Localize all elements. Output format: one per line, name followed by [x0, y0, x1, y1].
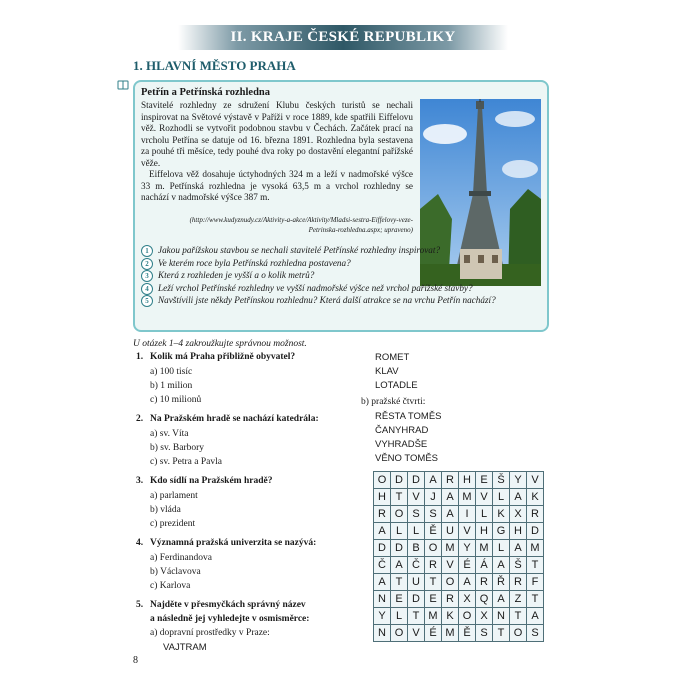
- grid-cell[interactable]: G: [493, 523, 510, 540]
- question-number: 3: [141, 270, 153, 282]
- question-text: Ve kterém roce byla Petřínská rozhledna postavena?: [158, 257, 351, 268]
- page-number: 8: [133, 655, 138, 666]
- exercise-option[interactable]: b) sv. Barbory: [150, 443, 204, 453]
- grid-cell[interactable]: T: [527, 591, 544, 608]
- question-text: Jakou pařížskou stavbou se nechali stavitelé Petřínské rozhledny inspirovat?: [158, 245, 441, 255]
- grid-cell[interactable]: A: [442, 506, 459, 523]
- grid-cell[interactable]: R: [510, 574, 527, 591]
- grid-cell[interactable]: R: [527, 506, 544, 523]
- grid-cell[interactable]: S: [425, 506, 442, 523]
- question-text: Která z rozhleden je vyšší a o kolik metrů?: [158, 270, 315, 280]
- grid-cell[interactable]: O: [510, 625, 527, 642]
- grid-cell[interactable]: R: [442, 591, 459, 608]
- grid-row: [374, 574, 544, 591]
- question-text: Leží vrchol Petřínské rozhledny ve vyšší nadmořské výšce než vrchol pařížské stavby?: [158, 282, 473, 293]
- exercise-number: 3.: [136, 476, 144, 486]
- grid-cell[interactable]: Š: [510, 557, 527, 574]
- grid-row: [374, 591, 544, 608]
- exercise-number: 4.: [136, 538, 144, 548]
- grid-cell[interactable]: I: [459, 506, 476, 523]
- grid-cell[interactable]: A: [425, 472, 442, 489]
- grid-cell[interactable]: X: [510, 506, 527, 523]
- exercise-number: 5.: [136, 600, 144, 610]
- exercise-option[interactable]: c) prezident: [150, 519, 196, 529]
- exercise-text: Kdo sídlí na Pražském hradě?: [150, 476, 273, 486]
- grid-cell[interactable]: R: [442, 472, 459, 489]
- exercise-2-question: [136, 414, 319, 424]
- grid-cell[interactable]: R: [374, 506, 391, 523]
- grid-cell[interactable]: L: [391, 523, 408, 540]
- exercise-1-question: [136, 352, 295, 362]
- grid-cell[interactable]: N: [374, 625, 391, 642]
- info-box-text: [141, 100, 413, 204]
- grid-cell[interactable]: O: [391, 506, 408, 523]
- exercise-option[interactable]: a) sv. Víta: [150, 429, 189, 439]
- grid-cell[interactable]: L: [391, 608, 408, 625]
- grid-row: [374, 557, 544, 574]
- chapter-title: II. KRAJE ČESKÉ REPUBLIKY: [230, 29, 456, 45]
- exercise-option[interactable]: a) parlament: [150, 491, 198, 501]
- exercise-5b-label: b) pražské čtvrti:: [361, 397, 426, 407]
- word-search-grid: [373, 471, 544, 642]
- exercise-option[interactable]: b) 1 milion: [150, 381, 193, 391]
- grid-row: [374, 540, 544, 557]
- anagram-word: VAJTRAM: [163, 642, 207, 653]
- exercise-instruction: U otázek 1–4 zakroužkujte správnou možnost.: [133, 339, 307, 349]
- exercise-option[interactable]: c) sv. Petra a Pavla: [150, 457, 222, 467]
- anagram-word: ČANYHRAD: [375, 425, 429, 436]
- grid-cell[interactable]: X: [476, 608, 493, 625]
- grid-cell[interactable]: D: [408, 472, 425, 489]
- info-paragraph-1: Stavitelé rozhledny ze sdružení Klubu českých turistů se nechali inspirovat na Světové výstavě v Paříži v roce 1889, kde spatřili Eiffelovu věž. Rozhodli se vytvořit podobnou stavbu v Čechách. Začátek prací na vrcholu Petřína se datuje od 16. března 1891. Rozhledna byla sestavena za pouhé tři měsíce, tedy pouhé dva roky po dostavění elegantní pařížské věže.: [141, 100, 413, 168]
- exercise-5-question-line2: a následně jej vyhledejte v osmisměrce:: [150, 614, 310, 624]
- section-title: 1. HLAVNÍ MĚSTO PRAHA: [133, 58, 296, 73]
- grid-row: [374, 489, 544, 506]
- grid-cell[interactable]: A: [493, 591, 510, 608]
- grid-cell[interactable]: D: [374, 540, 391, 557]
- book-icon: [117, 80, 129, 90]
- grid-cell[interactable]: H: [459, 472, 476, 489]
- grid-cell[interactable]: E: [476, 472, 493, 489]
- exercise-option[interactable]: c) Karlova: [150, 581, 191, 591]
- exercise-5-question: [136, 600, 306, 610]
- exercise-3-question: [136, 476, 272, 486]
- grid-cell[interactable]: K: [442, 608, 459, 625]
- grid-cell[interactable]: Ě: [425, 523, 442, 540]
- source-citation: [141, 215, 413, 235]
- grid-cell[interactable]: O: [459, 608, 476, 625]
- grid-cell[interactable]: D: [391, 540, 408, 557]
- question-number: 1: [141, 245, 153, 257]
- grid-cell[interactable]: K: [493, 506, 510, 523]
- exercise-text: Kolik má Praha přibližně obyvatel?: [150, 352, 296, 362]
- exercise-text: Významná pražská univerzita se nazývá:: [150, 538, 317, 548]
- grid-cell[interactable]: L: [493, 489, 510, 506]
- grid-row: [374, 523, 544, 540]
- question-text: Navštívili jste někdy Petřínskou rozhlednu? Která další atrakce se na vrchu Petřín nachází?: [158, 295, 496, 305]
- grid-cell[interactable]: E: [391, 591, 408, 608]
- question-number: 5: [141, 295, 153, 307]
- grid-cell[interactable]: A: [391, 557, 408, 574]
- exercise-option[interactable]: c) 10 milionů: [150, 395, 202, 405]
- grid-cell[interactable]: A: [459, 574, 476, 591]
- exercise-number: 1.: [136, 352, 144, 362]
- source-line-1: (http://www.kudyznudy.cz/Aktivity-a-akce/Aktivity/Mladsi-sestra-Eiffelovy-veze-: [189, 216, 413, 224]
- grid-cell[interactable]: F: [527, 574, 544, 591]
- grid-cell[interactable]: Č: [408, 557, 425, 574]
- grid-cell[interactable]: M: [476, 540, 493, 557]
- grid-cell[interactable]: U: [442, 523, 459, 540]
- grid-cell[interactable]: A: [493, 557, 510, 574]
- anagram-word: ROMET: [375, 352, 410, 363]
- grid-cell[interactable]: Y: [510, 472, 527, 489]
- grid-cell[interactable]: M: [425, 608, 442, 625]
- grid-cell[interactable]: É: [459, 557, 476, 574]
- grid-cell[interactable]: D: [408, 591, 425, 608]
- exercise-option[interactable]: b) vláda: [150, 505, 181, 515]
- grid-cell[interactable]: M: [459, 489, 476, 506]
- grid-cell[interactable]: U: [408, 574, 425, 591]
- grid-row: [374, 608, 544, 625]
- grid-cell[interactable]: K: [527, 489, 544, 506]
- grid-cell[interactable]: V: [527, 472, 544, 489]
- grid-cell[interactable]: V: [459, 523, 476, 540]
- exercise-text: Na Pražském hradě se nachází katedrála:: [150, 414, 319, 424]
- grid-cell[interactable]: O: [374, 472, 391, 489]
- info-paragraph-2: Eiffelova věž dosahuje úctyhodných 324 m a leží v nadmořské výšce 33 m. Petřínská rozhledna je vysoká 63,5 m a vrchol rozhledny se nachází v nadmořské výšce 387 m.: [141, 169, 413, 202]
- grid-cell[interactable]: T: [425, 574, 442, 591]
- grid-cell[interactable]: Y: [374, 608, 391, 625]
- exercise-option[interactable]: a) 100 tisíc: [150, 367, 193, 377]
- grid-cell[interactable]: A: [374, 574, 391, 591]
- grid-cell[interactable]: L: [493, 540, 510, 557]
- grid-cell[interactable]: E: [425, 591, 442, 608]
- grid-cell[interactable]: L: [408, 523, 425, 540]
- grid-cell[interactable]: V: [408, 625, 425, 642]
- anagram-word: LOTADLE: [375, 380, 418, 391]
- question-item: [141, 295, 536, 307]
- grid-cell[interactable]: T: [391, 489, 408, 506]
- grid-cell[interactable]: T: [510, 608, 527, 625]
- grid-cell[interactable]: A: [527, 608, 544, 625]
- grid-cell[interactable]: V: [442, 557, 459, 574]
- source-line-2: Petrinska-rozhledna.aspx; upraveno): [308, 226, 413, 234]
- grid-cell[interactable]: Y: [459, 540, 476, 557]
- exercise-option[interactable]: b) Václavova: [150, 567, 201, 577]
- grid-cell[interactable]: J: [425, 489, 442, 506]
- grid-cell[interactable]: S: [476, 625, 493, 642]
- grid-cell[interactable]: A: [442, 489, 459, 506]
- grid-cell[interactable]: A: [510, 540, 527, 557]
- grid-cell[interactable]: X: [459, 591, 476, 608]
- question-item: [141, 283, 536, 295]
- grid-cell[interactable]: S: [408, 506, 425, 523]
- anagram-word: VĚNO TOMĚS: [375, 453, 438, 464]
- anagram-word: VYHRADŠE: [375, 439, 428, 450]
- grid-cell[interactable]: A: [374, 523, 391, 540]
- grid-cell[interactable]: É: [425, 625, 442, 642]
- grid-cell[interactable]: Š: [493, 472, 510, 489]
- grid-cell[interactable]: O: [425, 540, 442, 557]
- exercise-option[interactable]: a) Ferdinandova: [150, 553, 212, 563]
- question-item: [141, 270, 536, 282]
- grid-cell[interactable]: Ř: [493, 574, 510, 591]
- question-item: [141, 258, 536, 270]
- question-list: [141, 245, 536, 308]
- grid-cell[interactable]: M: [442, 625, 459, 642]
- anagram-word: RĚSTA TOMĚS: [375, 411, 442, 422]
- grid-cell[interactable]: T: [493, 625, 510, 642]
- grid-cell[interactable]: T: [408, 608, 425, 625]
- exercise-4-question: [136, 538, 316, 548]
- grid-cell[interactable]: Ě: [459, 625, 476, 642]
- grid-cell[interactable]: A: [510, 489, 527, 506]
- info-box-title: Petřín a Petřínská rozhledna: [141, 87, 271, 98]
- grid-cell[interactable]: B: [408, 540, 425, 557]
- grid-cell[interactable]: D: [527, 523, 544, 540]
- grid-cell[interactable]: D: [391, 472, 408, 489]
- question-number: 2: [141, 258, 153, 270]
- exercise-number: 2.: [136, 414, 144, 424]
- grid-cell[interactable]: N: [374, 591, 391, 608]
- grid-cell[interactable]: H: [510, 523, 527, 540]
- grid-row: [374, 506, 544, 523]
- grid-row: [374, 625, 544, 642]
- grid-cell[interactable]: Z: [510, 591, 527, 608]
- grid-cell[interactable]: V: [476, 489, 493, 506]
- question-item: [141, 245, 536, 257]
- grid-cell[interactable]: L: [476, 506, 493, 523]
- grid-cell[interactable]: T: [391, 574, 408, 591]
- anagram-word: KLAV: [375, 366, 399, 377]
- grid-cell[interactable]: T: [527, 557, 544, 574]
- grid-cell[interactable]: R: [476, 574, 493, 591]
- grid-cell[interactable]: Q: [476, 591, 493, 608]
- grid-cell[interactable]: Č: [374, 557, 391, 574]
- grid-cell[interactable]: H: [476, 523, 493, 540]
- chapter-banner: [178, 25, 508, 50]
- grid-cell[interactable]: H: [374, 489, 391, 506]
- grid-cell[interactable]: O: [442, 574, 459, 591]
- grid-cell[interactable]: R: [425, 557, 442, 574]
- grid-cell[interactable]: V: [408, 489, 425, 506]
- grid-cell[interactable]: S: [527, 625, 544, 642]
- grid-cell[interactable]: M: [442, 540, 459, 557]
- question-number: 4: [141, 283, 153, 295]
- grid-cell[interactable]: N: [493, 608, 510, 625]
- grid-cell[interactable]: Á: [476, 557, 493, 574]
- grid-cell[interactable]: O: [391, 625, 408, 642]
- grid-cell[interactable]: M: [527, 540, 544, 557]
- exercise-5a-label: a) dopravní prostředky v Praze:: [150, 628, 270, 638]
- grid-row: [374, 472, 544, 489]
- exercise-text: Najděte v přesmyčkách správný název: [150, 600, 306, 610]
